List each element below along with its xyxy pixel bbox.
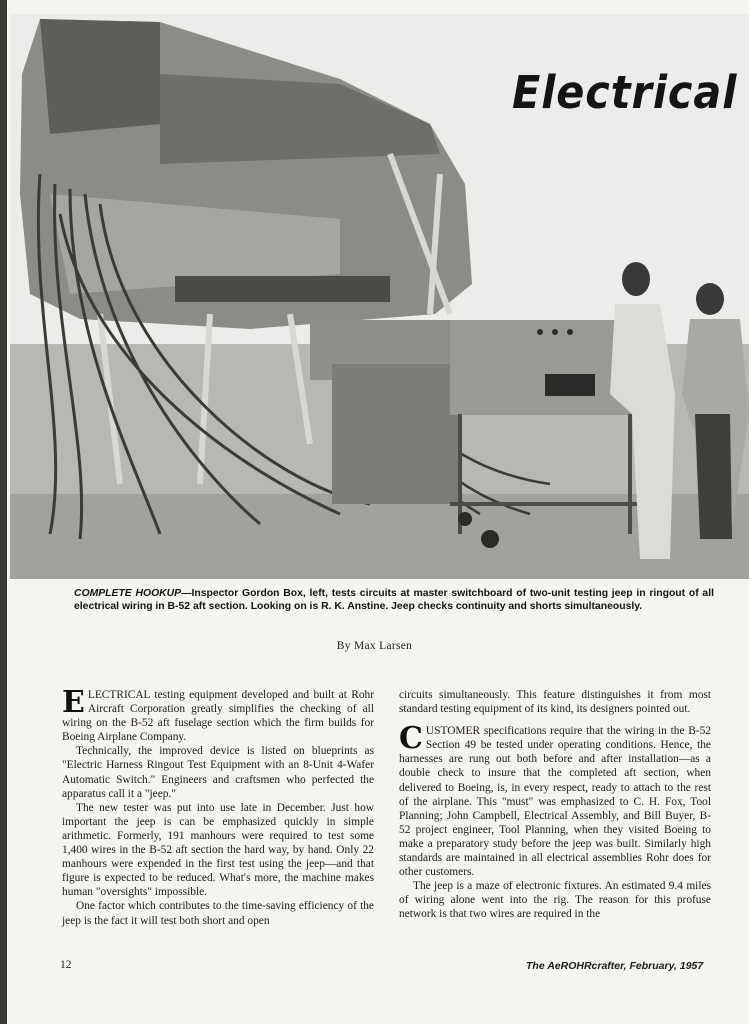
fuselage-rail xyxy=(175,276,390,302)
article-column-right xyxy=(399,688,711,922)
caption-text: —Inspector Gordon Box, left, tests circuits at master switchboard of two-unit testing jeep in ringout of all electrical wiring in B-52 aft section. Looking on is R. K. Anstine. Jeep checks continuity and shorts simultaneously. xyxy=(74,588,714,612)
paragraph xyxy=(399,721,711,879)
observer-trousers xyxy=(695,414,732,539)
drop-cap: E xyxy=(62,685,85,720)
running-footer: The AeROHRcrafter, February, 1957 xyxy=(526,960,704,972)
switch-knob xyxy=(567,329,573,335)
paragraph: The new tester was put into use late in December. Just how important the jeep is can be emphasized quickly in simple arithmetic. Formerly, 191 manhours were required to test some 1,400 wires in the B-52 aft section the hard way, by hand. Only 22 manhours were expended in the first test using the jeep—and that figure is expected to be reduced. What's more, the machine makes human "oversights" impossible. xyxy=(62,801,374,899)
switch-knob xyxy=(537,329,543,335)
photo-caption xyxy=(74,587,714,613)
fuselage-window-frame xyxy=(40,19,160,134)
paragraph-text: LECTRICAL testing equipment developed and built at Rohr Aircraft Corporation greatly simplifies the checking of all wiring on the B-52 aft fuselage section which the firm builds for Boeing Airplane Company. xyxy=(62,689,374,744)
paragraph-text: USTOMER specifications require that the wiring in the B-52 Section 49 be tested under operating conditions. Hence, the harnesses are rung out both before and after installation—as a double check to insure that the completed aft section, when delivered to Boeing, is, in every respect, ready to attach to the rest of the airplane. This "must" was emphasized to C. H. Fox, Tool Planning; John Campbell, Electrical Assembly, and Bill Buyer, B-52 project engineer, Tool Planning, when they visited Boeing to make a preparatory study before the jeep was built. Similarly high standards are maintained in all electrical assemblies Rohr does for other customers. xyxy=(399,725,711,879)
paragraph: One factor which contributes to the time-saving efficiency of the jeep is the fact it will test both short and open xyxy=(62,900,374,927)
article-column-left xyxy=(62,685,374,928)
switchboard-panel xyxy=(545,374,595,396)
caption-lead: COMPLETE HOOKUP xyxy=(74,588,182,599)
switch-knob xyxy=(552,329,558,335)
paragraph: circuits simultaneously. This feature distinguishes it from most standard testing equipment of its kind, its designers pointed out. xyxy=(399,689,711,716)
cart-wheel xyxy=(458,512,472,526)
inspector-head xyxy=(622,262,650,296)
binding-edge xyxy=(0,0,7,1024)
byline: By Max Larsen xyxy=(336,640,413,652)
cart-wheel xyxy=(481,530,499,548)
paragraph xyxy=(62,685,374,744)
page-number: 12 xyxy=(60,959,72,971)
paragraph: Technically, the improved device is listed on blueprints as "Electric Harness Ringout Test Equipment with an 8-Unit 4-Wafer Automatic Switch." Engineers and craftsmen who perfected the apparatus call it a "jeep." xyxy=(62,745,374,800)
observer-head xyxy=(696,283,724,315)
testing-jeep-unit-1 xyxy=(332,364,462,504)
paragraph: The jeep is a maze of electronic fixtures. An estimated 9.4 miles of wiring alone went into the rig. The reason for this profuse network is that two wires are required in the xyxy=(399,880,711,921)
drop-cap: C xyxy=(399,721,423,757)
article-headline: Electrical xyxy=(512,66,738,119)
